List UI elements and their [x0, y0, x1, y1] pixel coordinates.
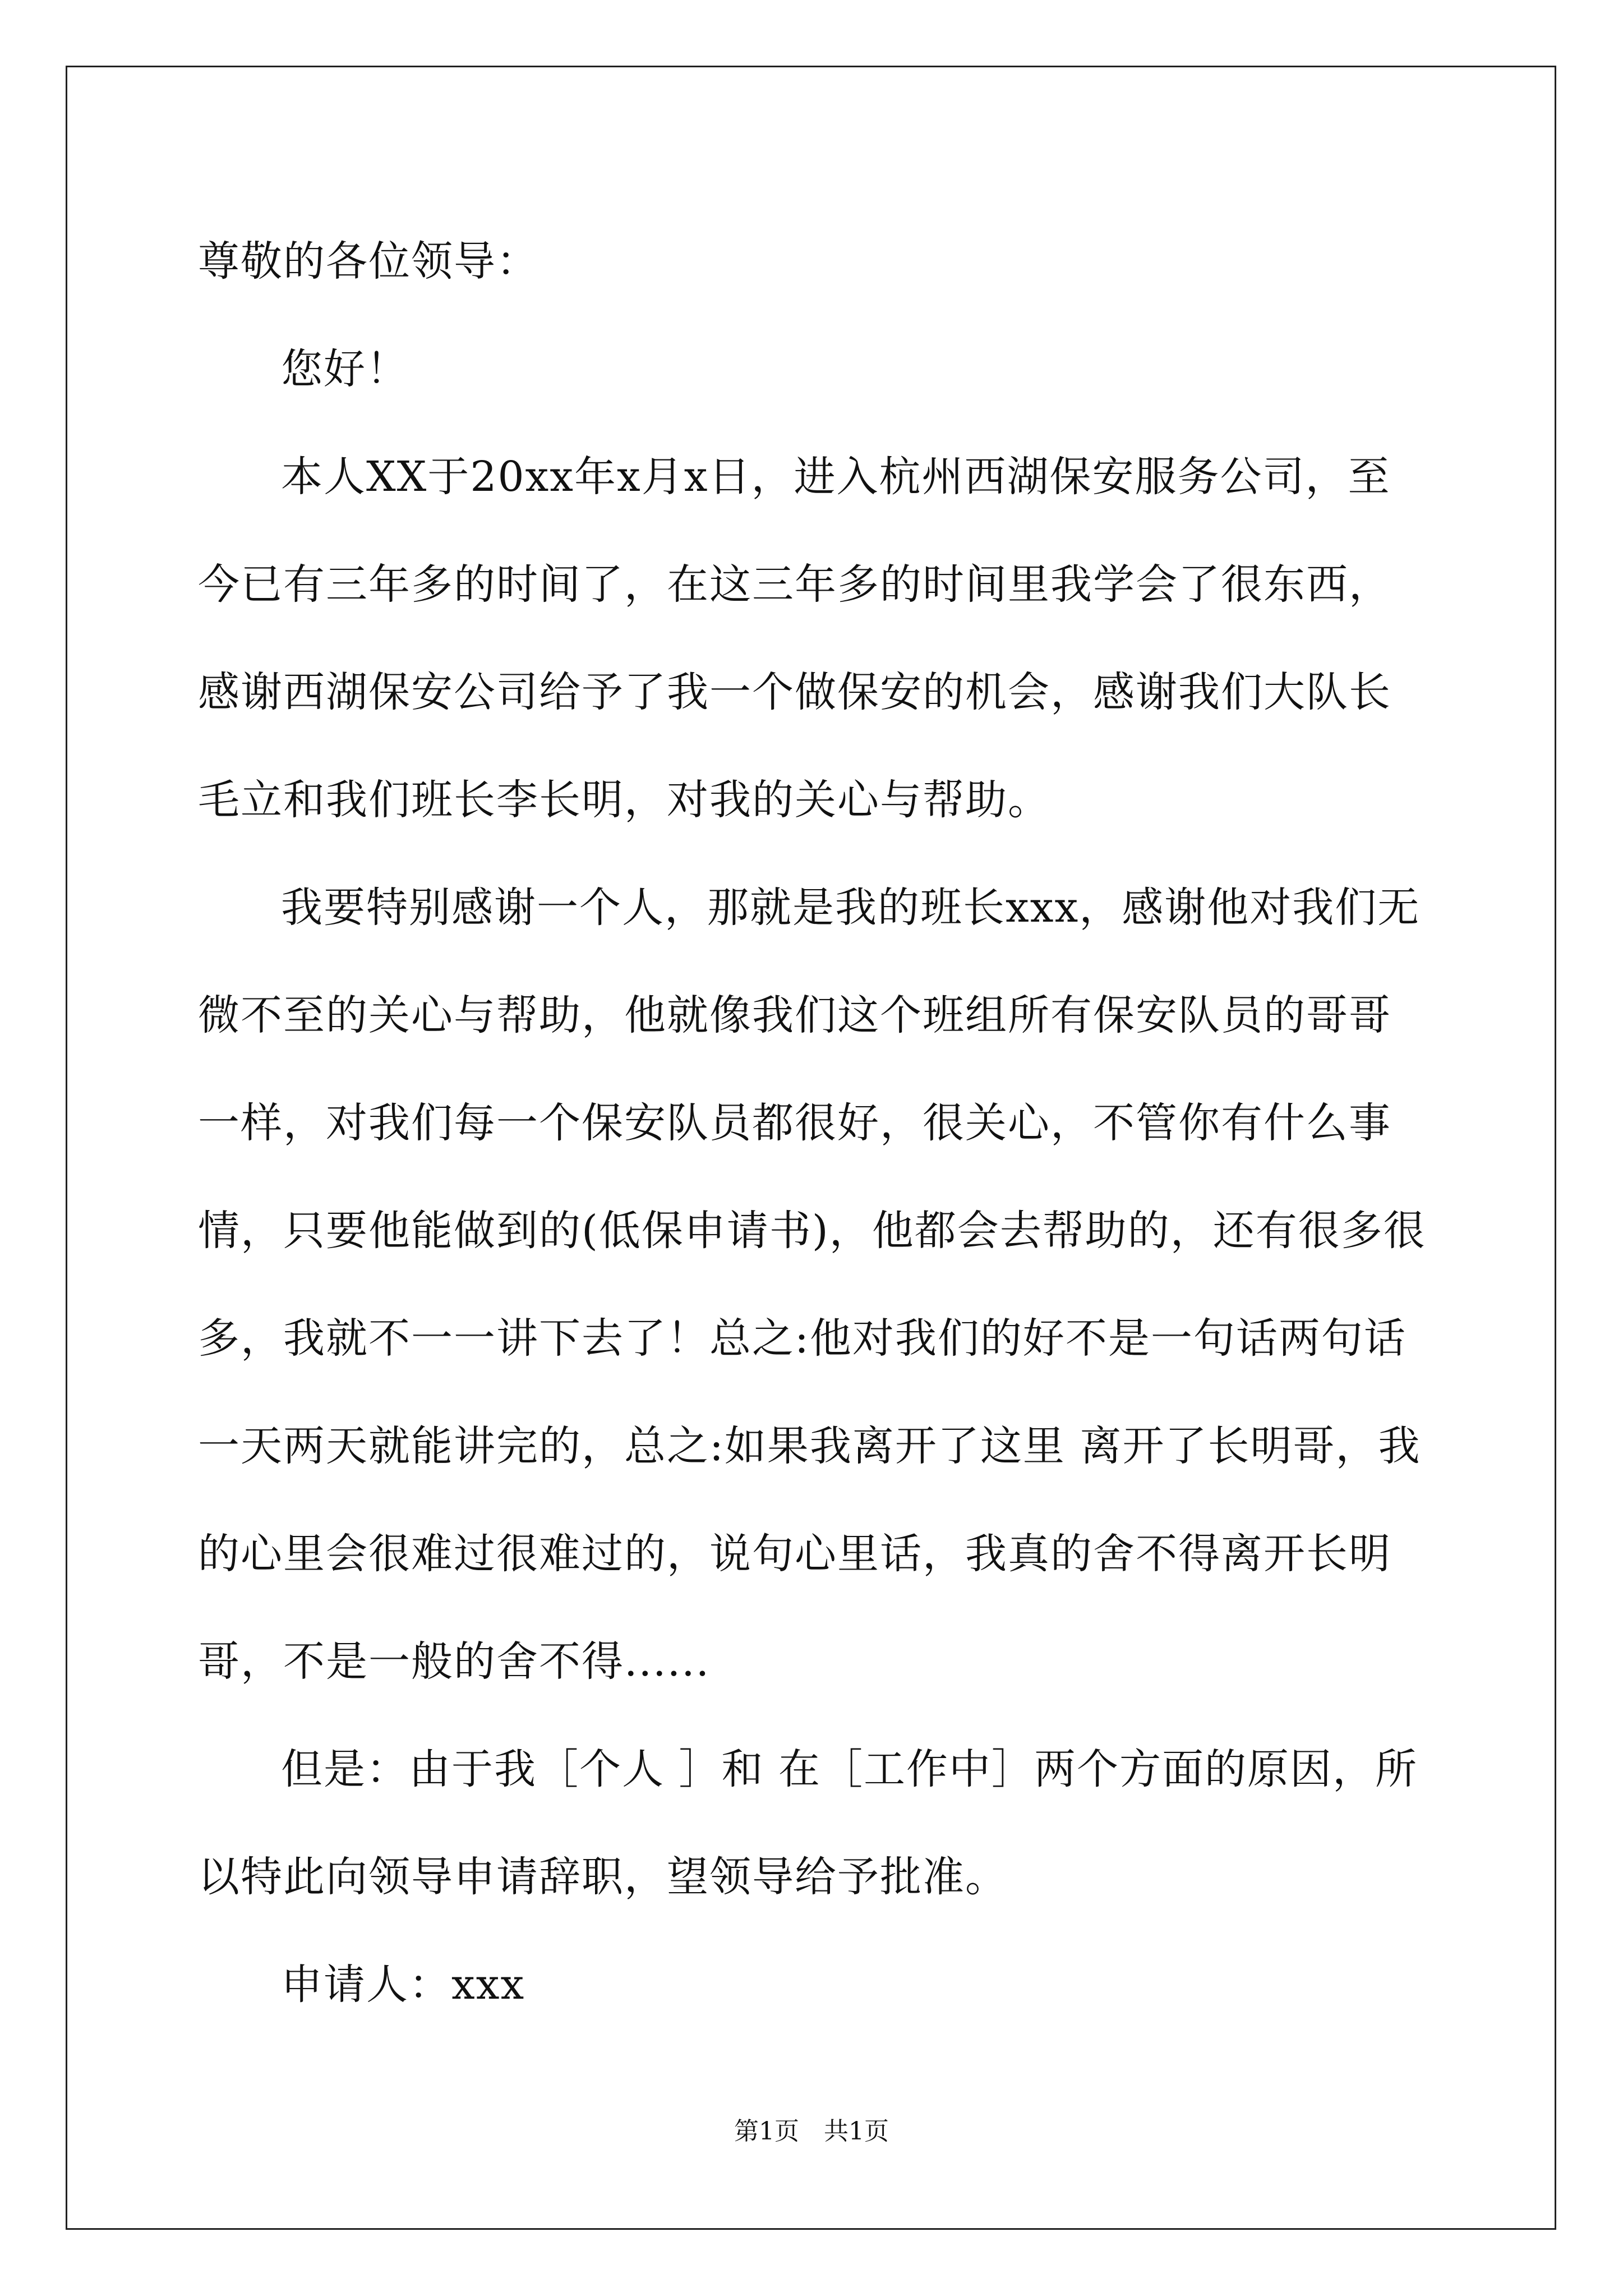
document-body: [198, 208, 1426, 2039]
paragraph-resignation: 但是：由于我［个人 ］和 在［工作中］两个方面的原因，所以特此向领导申请辞职，望领导给予批准。: [198, 1745, 1418, 1901]
greeting: 您好！: [281, 345, 409, 393]
paragraph-intro: 本人XX于20xx年x月x日，进入杭州西湖保安服务公司，至今已有三年多的时间了，在这三年多的时间里我学会了很东西，感谢西湖保安公司给予了我一个做保安的机会，感谢我们大队长毛立和我们班长李长明，对我的关心与帮助。: [198, 453, 1391, 824]
salutation: 尊敬的各位领导：: [198, 237, 539, 286]
page-number: 第1页 共1页: [734, 2117, 889, 2146]
paragraph-thanks: 我要特别感谢一个人，那就是我的班长xxx，感谢他对我们无微不至的关心与帮助，他就像我们这个班组所有保安队员的哥哥一样，对我们每一个保安队员都很好，很关心，不管你有什么事情，只要他能做到的(低保申请书)，他都会去帮助的，还有很多很多，我就不一一讲下去了！总之:他对我们的好不是一句话两句话 一天两天就能讲完的，总之:如果我离开了这里 离开了长明哥，我的心里会很难过很难过的，说句心里话，我真的舍不得离开长明哥，不是一般的舍不得......: [198, 884, 1426, 1686]
signature: 申请人：xxx: [281, 1961, 525, 2009]
